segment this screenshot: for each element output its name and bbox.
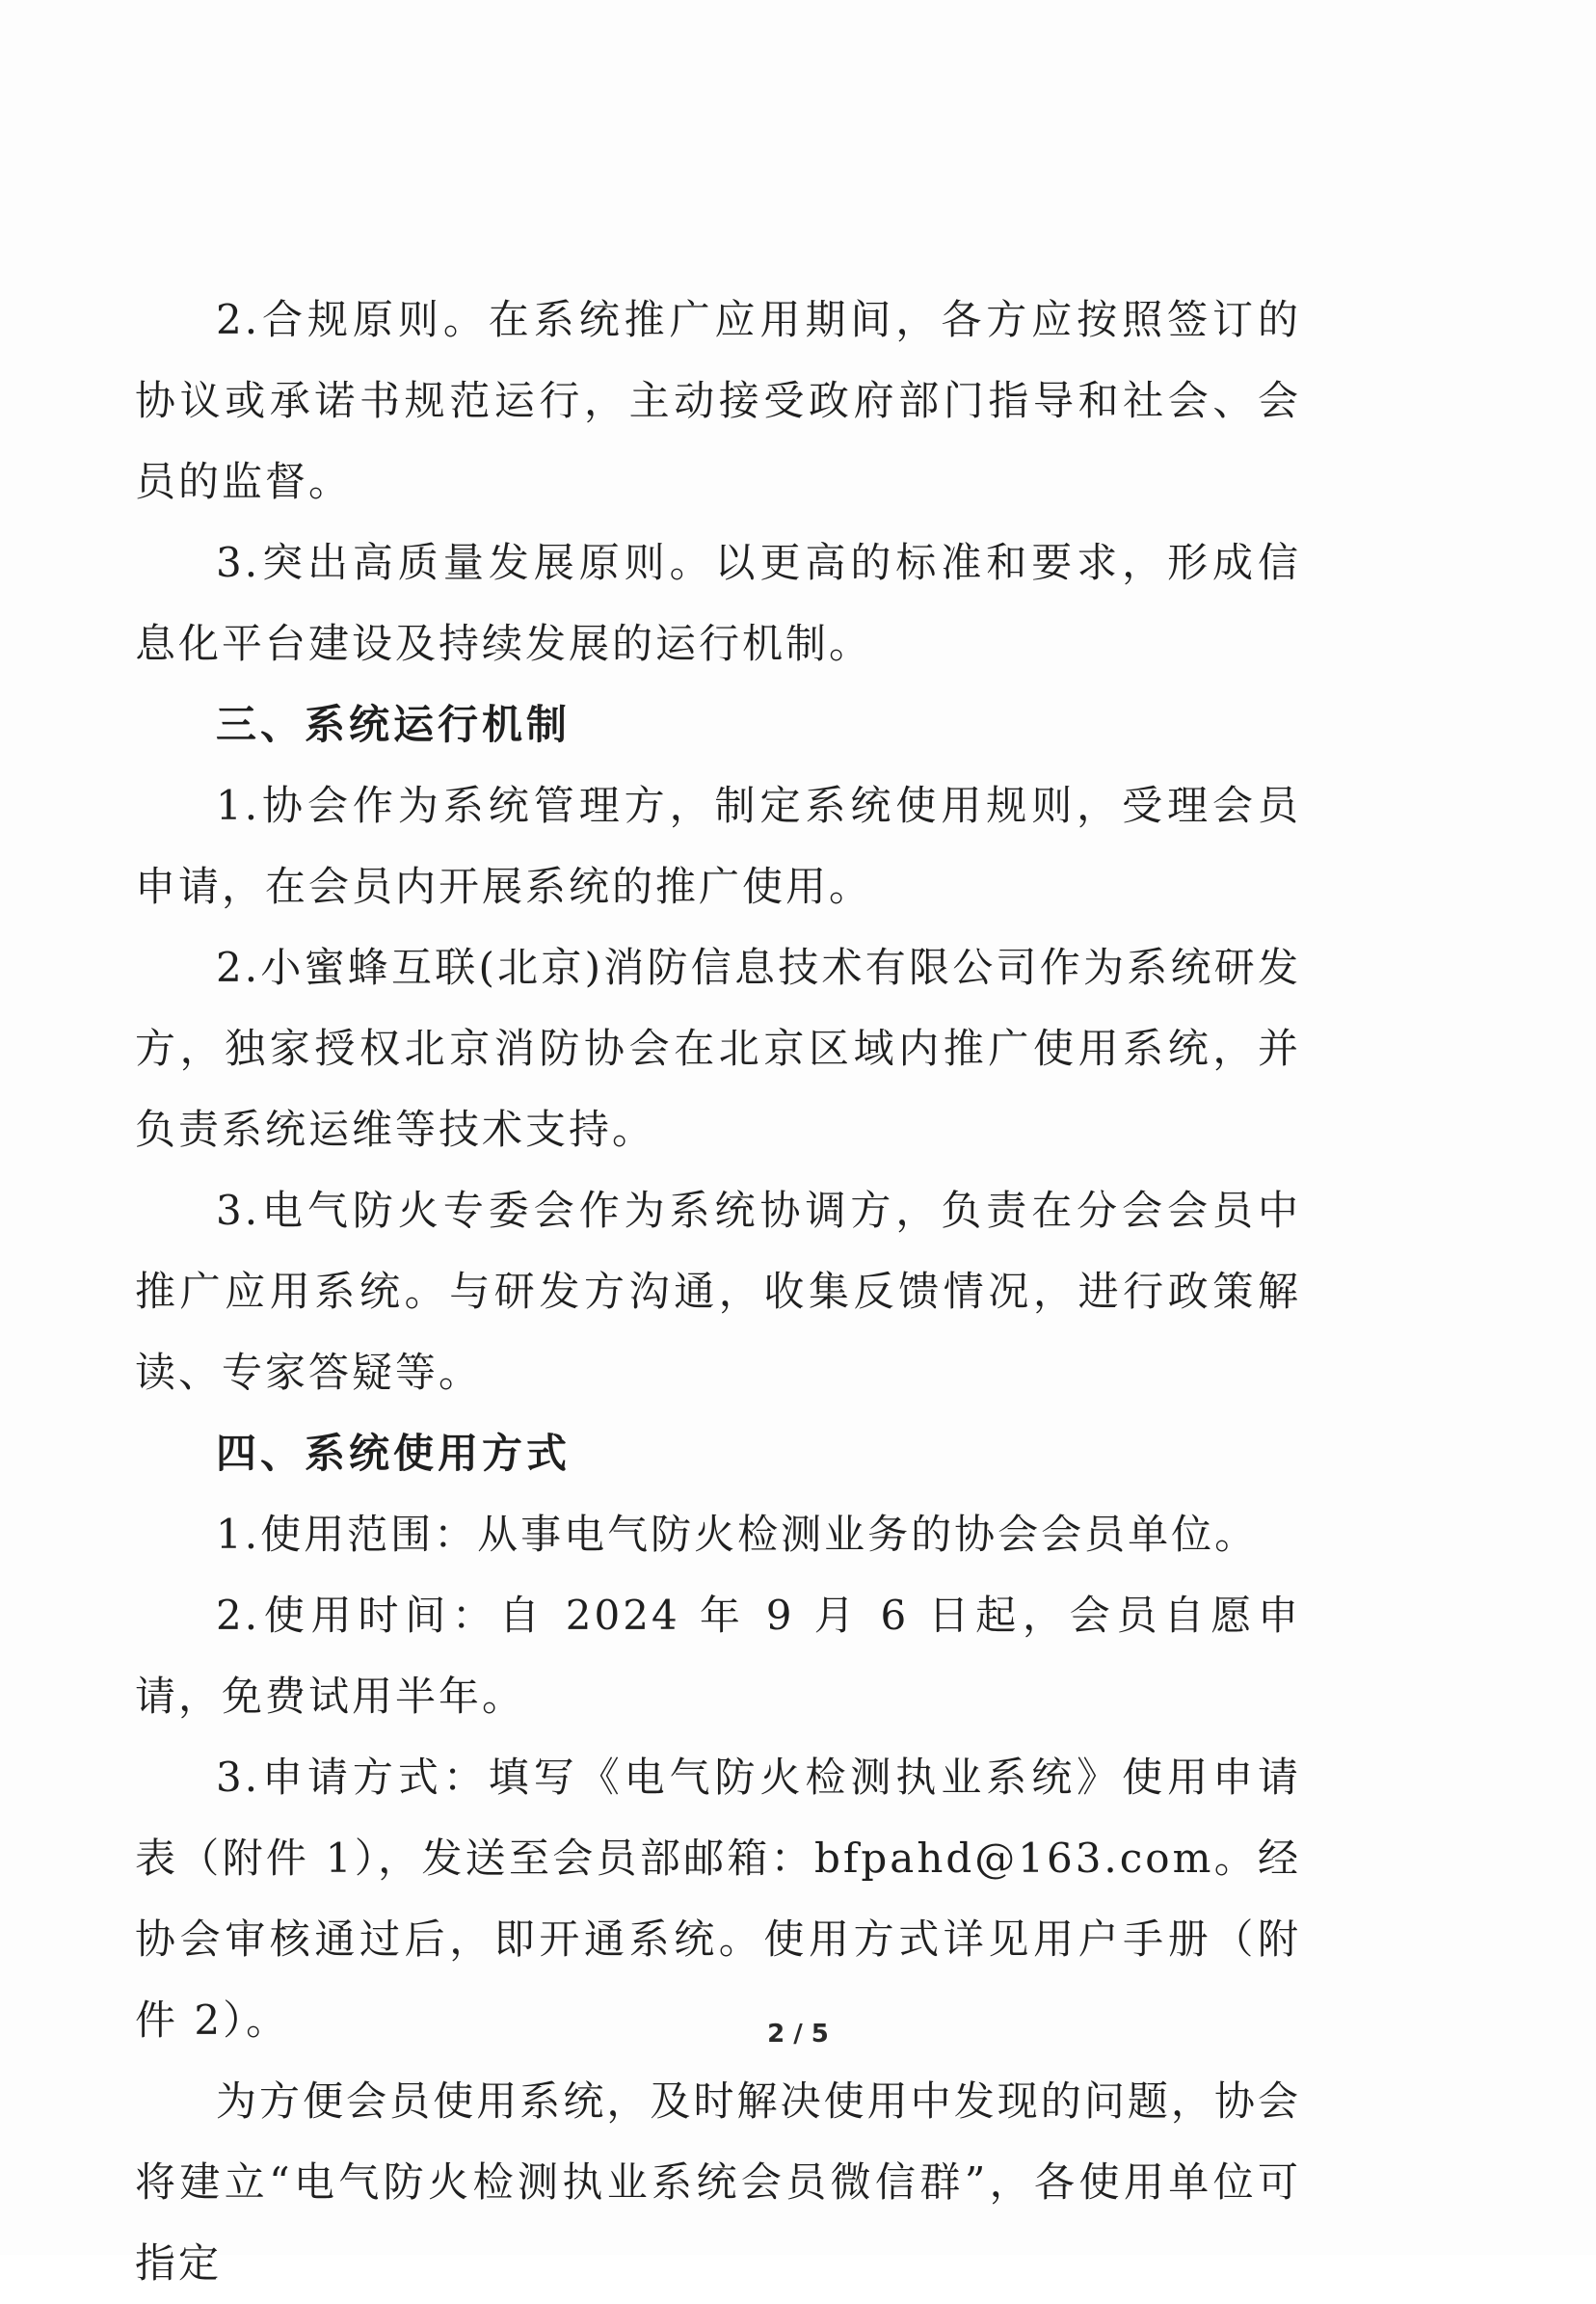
- document-body: [135, 280, 1301, 2304]
- paragraph-wechat-group: 为方便会员使用系统，及时解决使用中发现的问题，协会将建立“电气防火检测执业系统会员微信群”，各使用单位可指定: [135, 2077, 1301, 2287]
- paragraph-usage-scope: 1.使用范围：从事电气防火检测业务的协会会员单位。: [216, 1511, 1259, 1558]
- paragraph-usage-time: 2.使用时间：自 2024 年 9 月 6 日起，会员自愿申请，免费试用半年。: [135, 1592, 1301, 1720]
- page-number: 2 / 5: [767, 2020, 829, 2049]
- paragraph-application-method: 3.申请方式：填写《电气防火检测执业系统》使用申请表（附件 1），发送至会员部邮箱：bfpahd@163.com。经协会审核通过后，即开通系统。使用方式详见用户手册（附件 2）。: [135, 1754, 1301, 2044]
- paragraph-committee-role: 3.电气防火专委会作为系统协调方，负责在分会会员中推广应用系统。与研发方沟通，收集反馈情况，进行政策解读、专家答疑等。: [135, 1187, 1301, 1396]
- paragraph-quality-principle: 3.突出高质量发展原则。以更高的标准和要求，形成信息化平台建设及持续发展的运行机制。: [135, 539, 1301, 667]
- paragraph-compliance-principle: 2.合规原则。在系统推广应用期间，各方应按照签订的协议或承诺书规范运行，主动接受政府部门指导和社会、会员的监督。: [135, 296, 1301, 505]
- section-heading-usage-method: 四、系统使用方式: [216, 1430, 572, 1477]
- paragraph-association-role: 1.协会作为系统管理方，制定系统使用规则，受理会员申请，在会员内开展系统的推广使用。: [135, 782, 1301, 910]
- section-heading-operation-mechanism: 三、系统运行机制: [216, 701, 572, 748]
- paragraph-developer-role: 2.小蜜蜂互联(北京)消防信息技术有限公司作为系统研发方，独家授权北京消防协会在北京区域内推广使用系统，并负责系统运维等技术支持。: [135, 944, 1301, 1153]
